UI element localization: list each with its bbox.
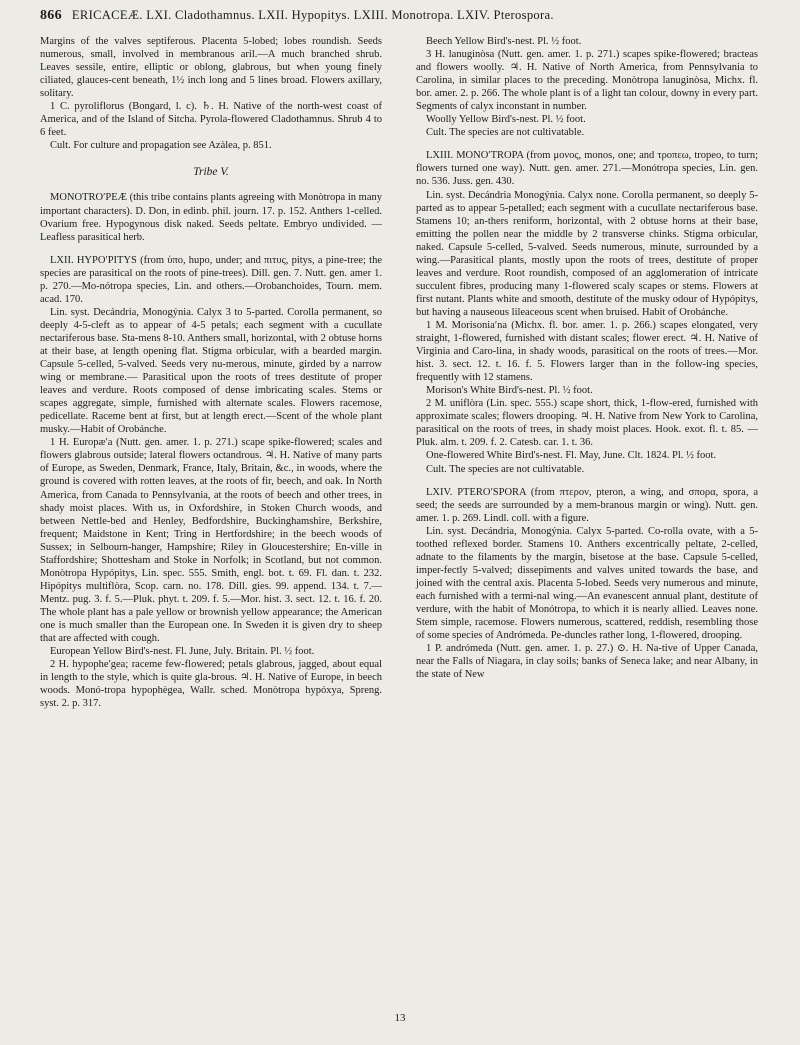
right-column-paragraph: LXIII. MONOʹTROPA (from μονος, monos, one; and τροπεω, tropeo, to turn; flowers turned one way). Nutt. gen. amer. 271.—Monótropa species, Lin. gen. no. 536. Juss. gen. 430. <box>416 150 758 188</box>
right-column-paragraph: Woolly Yellow Bird's-nest. Pl. ½ foot. <box>426 114 586 126</box>
right-column-paragraph: Cult. The species are not cultivatable. <box>426 127 585 139</box>
right-column <box>416 35 758 681</box>
section-gap <box>416 139 758 149</box>
left-column-paragraph: Lin. syst. Decándria, Monogýnia. Calyx 3 to 5-parted. Corolla permanent, so deeply 4-5-cleft as to appear of 4-5 petals; each segment with a cucullate nectariferous base. Sta-mens 8-10. Anthers small, horizontal, with 2 obtuse horns at their base, at length opening flat. Stigma orbicular, with a bearded margin. Capsule 5-celled, 5-valved. Seeds very nu-merous, minute, girded by a narrow wing or membrane.— Parasitical upon the roots of trees destitute of proper leaves and verdure. Roots composed of dense imbricating scales. Stems or scapes aggregate, simple, furnished with alternate scales. Flowers racemose, pedicellate. Raceme bent at first, but at length erect.—Scent of the whole plant musky.—Habit of Orobánche. <box>40 306 382 436</box>
left-column-paragraph: 1 H. Europæʹa (Nutt. gen. amer. 1. p. 271.) scape spike-flowered; scales and flowers glabrous outside; lateral flowers octandrous. ♃. H. Native of many parts of Europe, as Sweden, Denmark, France, Italy, Britain, &c., in woods, where the ground is covered with rotten leaves, at the roots of fir, beech, and oak. In North America, from Canada to Pennsylvania, at the roots of beech and other trees, in shady moist places. With us, in Oxfordshire, in Stoken Church woods, and between Nettle-bed and Henley, Bedfordshire, Buckinghamshire, Berkshire, frequent; Maidstone in Kent; Tring in Hertfordshire; in the beech woods of Sussex; in Selbourn-hanger, Hampshire; Riley in Gloucestershire; En-ville in Staffordshire; Shottesham and Stoke in Norfolk; in Scotland, but not common. Monòtropa Hypópitys, Lin. spec. 555. Smith, engl. bot. t. 69. Fl. dan. t. 232. Hipópitys multiflòra, Scop. carn. no. 178. Dill. gies. 99. append. 134. t. 7.—Mentz. pug. 3. f. 5.—Pluk. phyt. t. 209. f. 5.—Mor. hist. 3. sect. 12. t. 16. f. 20. The whole plant has a pale yellow or brownish yellow appearance; the American one is much smaller than the European one. In Sweden it is given dry to sheep that are affected with cough. <box>40 437 382 645</box>
right-column-paragraph: 3 H. lanuginòsa (Nutt. gen. amer. 1. p. 271.) scapes spike-flowered; bracteas and flowers woolly. ♃. H. Native of North America, from Pennsylvania to Carolina, in similar places to the preceding. Monòtropa lanuginòsa, Michx. fl. bor. amer. 2. p. 266. The whole plant is of a light tan colour, downy in every part. Segments of calyx inconstant in number. <box>416 49 758 113</box>
left-column-paragraph: European Yellow Bird's-nest. Fl. June, July. Britain. Pl. ½ foot. <box>50 646 315 658</box>
right-column-paragraph: Beech Yellow Bird's-nest. Pl. ½ foot. <box>426 36 582 47</box>
right-column-paragraph: Lin. syst. Decándria Monogýnia. Calyx none. Corolla permanent, so deeply 5-parted as to appear 5-petalled; each segment with a cucullate nectariferous base. Stamens 10; an-thers reniform, horizontal, with 2 obtuse horns at their base, emitting the pollen near the middle by 2 transverse chinks. Stigma orbicular, naked. Capsule 5-celled, 5-valved. Seeds numerous, minute, surrounded by a wing.—Parasitical plants, mostly upon the roots of trees, destitute of proper leaves and verdure. Root roundish, composed of an agglomeration of intricate succulent fibres, producing many 1-flowered scaly scapes or stems. Flowers at first nutant. Plants white and smooth, destitute of the musky odour of Hypópitys, but having a nauseous lileaceous scent when bruised. Habit of Orobánche. <box>416 189 758 318</box>
left-column-paragraph: LXII. HYPOʹPITYS (from ὑπο, hupo, under; and πιτυς, pitys, a pine-tree; the species are parasitical on the roots of pine-trees). Dill. gen. 7. Nutt. gen. amer 1. p. 270.—Mo-nótropa species, Lin. and others.—Orobanchoìdes, Tourn. mem. acad. 170. <box>40 254 382 305</box>
right-column-paragraph: Lin. syst. Decándria, Monogýnia. Calyx 5-parted. Co-rolla ovate, with a 5-toothed reflexed border. Stamens 10. Anthers excentrically peltate, 2-celled, adnate to the filaments by the margin, bisetose at the base. Capsule 5-celled, imper-fectly 5-valved; dissepiments and valves united towards the base, and joined with the central axis. Placenta 5-lobed. Seeds very numerous and minute, each furnished with a termi-nal wing.—An evanescent annual plant, destitute of verdure, with the habit of Monótropa, to which it is nearly allied. Leaves none. Stem simple, racemose. Flowers numerous, scattered, reddish, resembling those of some species of Andrómeda. Pe-duncles rather long, 1-flowered, drooping. <box>416 525 758 642</box>
left-column-paragraph: Margins of the valves septiferous. Placenta 5-lobed; lobes roundish. Seeds numerous, small, involved in membranous aril.—A much branched shrub. Leaves sessile, entire, elliptic or oblong, glabrous, but when young finely ciliated, glauces-cent beneath, 1½ inch long and 5 lines broad. Flowers axillary, solitary. <box>40 36 382 100</box>
right-column-paragraph: One-flowered White Bird's-nest. Fl. May, June. Clt. 1824. Pl. ½ foot. <box>426 450 717 462</box>
right-column-paragraph: 1 P. andrómeda (Nutt. gen. amer. 1. p. 27.) ⊙. H. Na-tive of Upper Canada, near the Falls of Niagara, in clay soils; banks of Seneca lake; and near Albany, in the state of New <box>416 643 758 681</box>
tribe-heading: Tribe V. <box>193 166 229 179</box>
left-column-paragraph: MONOTROʹPEÆ (this tribe contains plants agreeing with Monòtropa in many important characters). D. Don, in edinb. phil. journ. 17. p. 152. Anthers 1-celled. Ovarium free. Hypogynous disk naked. Seeds peltate. Embryo undivided. —Leafless parasitical herb. <box>40 192 382 243</box>
section-gap <box>416 476 758 486</box>
running-header <box>40 8 778 24</box>
page-number: 866 <box>40 8 62 23</box>
left-column-paragraph: Cult. For culture and propagation see Azàlea, p. 851. <box>50 140 272 152</box>
right-column-paragraph: Morison's White Bird's-nest. Pl. ½ foot. <box>426 385 593 397</box>
right-column-paragraph: 1 M. Morisoniaʹna (Michx. fl. bor. amer. 1. p. 266.) scapes elongated, very straight, 1-flowered, furnished with distant scales; flower erect. ♃. H. Native of Virginia and Caro-lina, in shady woods, parasitical on the roots of trees.—Mor. hist. 3. sect. 12. t. 16. f. 5. Flowers larger than in the follow-ing species, frequently with 12 stamens. <box>416 319 758 384</box>
right-column-paragraph: 2 M. uniflòra (Lin. spec. 555.) scape short, thick, 1-flow-ered, furnished with approximate scales; flowers drooping. ♃. H. Native from New York to Carolina, parasitical on the roots of trees, in shady moist places. Hook. exot. fl. t. 85. —Pluk. alm. t. 209. f. 2. Catesb. car. 1. t. 36. <box>416 398 758 449</box>
running-title: ERICACEÆ. LXI. Cladothamnus. LXII. Hypopitys. LXIII. Monotropa. LXIV. Pterospora. <box>71 8 554 22</box>
section-gap <box>40 244 382 254</box>
right-column-paragraph: Cult. The species are not cultivatable. <box>426 463 585 475</box>
left-column-paragraph: 2 H. hypopheʹgea; raceme few-flowered; petals glabrous, jagged, about equal in length to the style, which is quite gla-brous. ♃. H. Native of Europe, in beech woods. Monó-tropa hypophègea, Wallr. sched. Monòtropa hypóxya, Spreng. syst. 2. p. 317. <box>40 659 382 710</box>
signature-mark: 13 <box>394 1012 406 1024</box>
left-column <box>40 35 382 710</box>
right-column-paragraph: LXIV. PTEROʹSPORA (from πτερον, pteron, a wing, and σπορα, spora, a seed; the seeds are surrounded by a mem-branous margin or wing). Nutt. gen. amer. 1. p. 269. Lindl. coll. with a figure. <box>416 486 758 524</box>
left-column-paragraph: 1 C. pyroliflorus (Bongard, l. c). ♄. H. Native of the north-west coast of America, and of the Island of Sitcha. Pyrola-flowered Cladothamnus. Shrub 4 to 6 feet. <box>40 101 382 139</box>
